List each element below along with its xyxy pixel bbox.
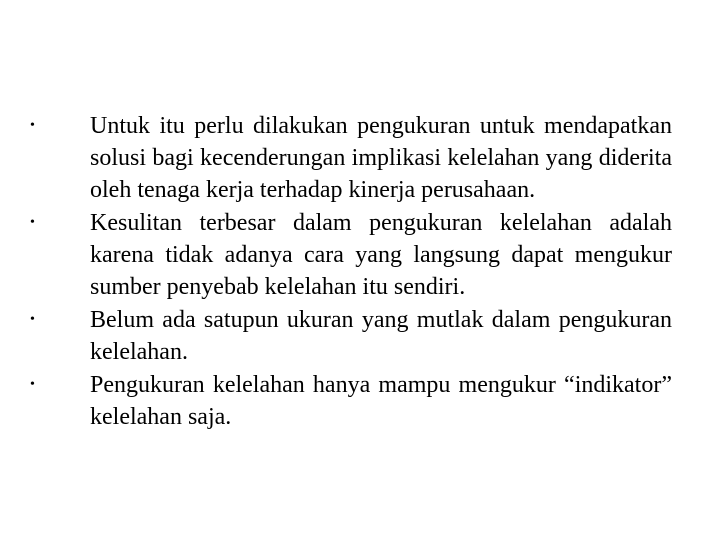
bullet-marker-icon: •	[30, 118, 35, 133]
bullet-marker-icon: •	[30, 377, 35, 392]
bullet-item-4	[30, 369, 672, 433]
bullet-item-1	[30, 110, 672, 206]
bullet-text-2: Kesulitan terbesar dalam pengukuran kelelahan adalah karena tidak adanya cara yang langsung dapat mengukur sumber penyebab kelelahan itu sendiri.	[90, 210, 672, 300]
bullet-text-3: Belum ada satupun ukuran yang mutlak dalam pengukuran kelelahan.	[90, 307, 672, 365]
bullet-text-4: Pengukuran kelelahan hanya mampu mengukur “indikator” kelelahan saja.	[90, 372, 672, 430]
bullet-text-1: Untuk itu perlu dilakukan pengukuran untuk mendapatkan solusi bagi kecenderungan implikasi kelelahan yang diderita oleh tenaga kerja terhadap kinerja perusahaan.	[90, 113, 672, 203]
bullet-list	[30, 110, 672, 434]
bullet-marker-icon: •	[30, 215, 35, 230]
bullet-item-2	[30, 207, 672, 303]
bullet-item-3	[30, 304, 672, 368]
bullet-marker-icon: •	[30, 312, 35, 327]
